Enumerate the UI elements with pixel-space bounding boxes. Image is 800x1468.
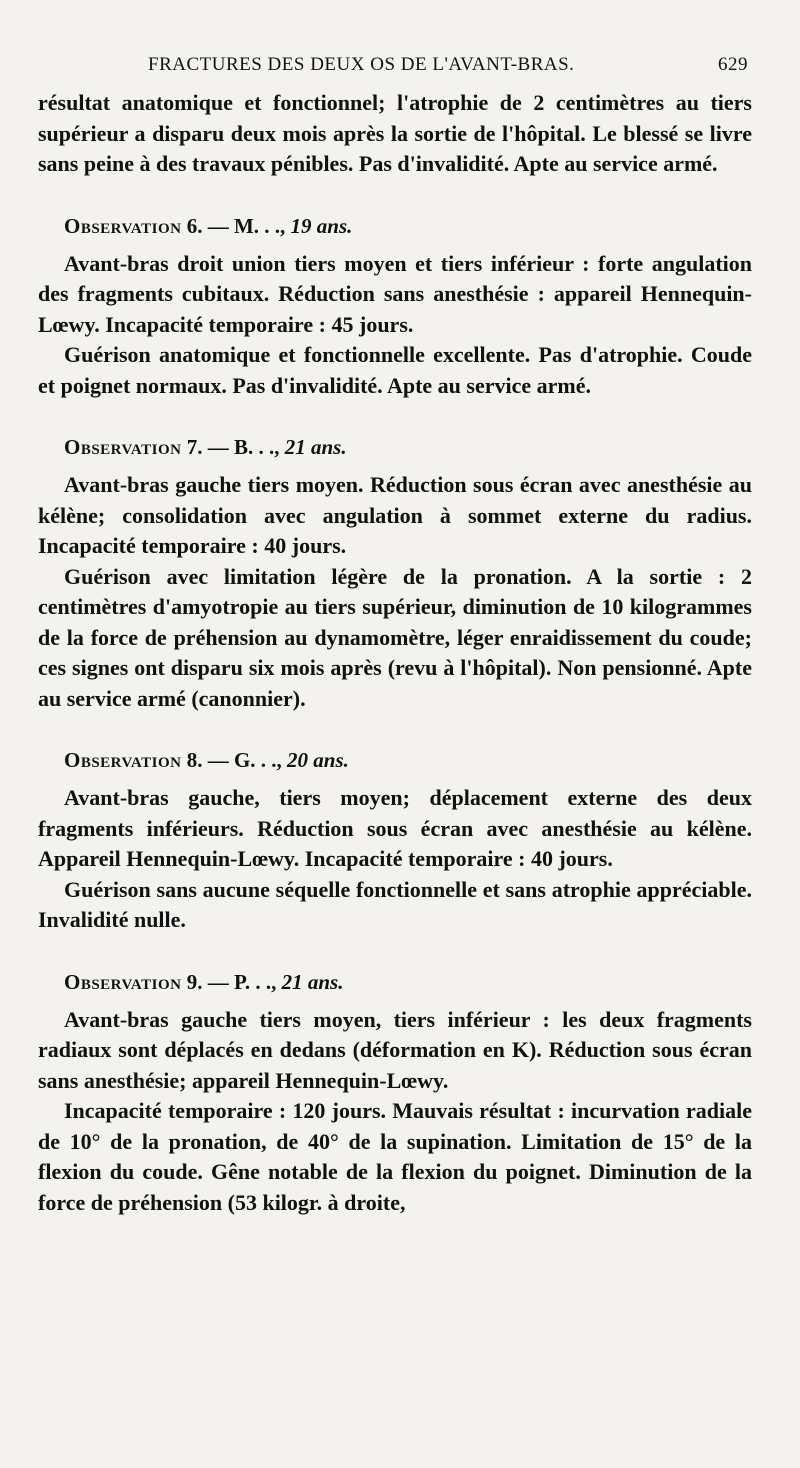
- observation-paragraph: Avant-bras gauche tiers moyen, tiers inférieur : les deux fragments radiaux sont déplacés en dedans (déformation en K). Réduction sous écran sans anesthésie; appareil Hennequin-Lœwy.: [38, 1006, 752, 1093]
- observation-heading: [64, 970, 752, 995]
- observation-age: 19 ans.: [290, 213, 353, 238]
- observation-8: [38, 748, 752, 936]
- observation-7: [38, 435, 752, 714]
- observation-label: Observation: [64, 435, 182, 459]
- observation-heading: [64, 435, 752, 460]
- observation-age: 20 ans.: [287, 748, 349, 772]
- observation-patient: — G. . .,: [207, 748, 282, 772]
- observation-label: Observation: [64, 969, 182, 994]
- observation-paragraph: Guérison anatomique et fonctionnelle excellente. Pas d'atrophie. Coude et poignet normaux. Pas d'invalidité. Apte au service armé.: [38, 342, 752, 398]
- observation-number: 6.: [186, 213, 203, 238]
- observation-label: Observation: [64, 213, 182, 238]
- observation-patient: — P. . .,: [207, 969, 277, 994]
- observation-age: 21 ans.: [281, 969, 344, 994]
- observation-paragraph: Guérison avec limitation légère de la pronation. A la sortie : 2 centimètres d'amyotropie au tiers supérieur, diminution de 10 kilogrammes de la force de préhension au dynamomètre, léger enraidissement du coude; ces signes ont disparu six mois après (revu à l'hôpital). Non pensionné. Apte au service armé (canonnier).: [38, 563, 752, 711]
- observation-patient: — B. . .,: [207, 435, 280, 459]
- observation-9: [38, 970, 752, 1219]
- observation-label: Observation: [64, 748, 182, 772]
- observation-heading: [64, 748, 752, 773]
- observation-paragraph: Avant-bras gauche, tiers moyen; déplacement externe des deux fragments inférieurs. Réduction sous écran avec anesthésie au kélène. Appareil Hennequin-Lœwy. Incapacité temporaire : 40 jours.: [38, 785, 752, 871]
- observation-patient: — M. . .,: [207, 213, 286, 238]
- observation-heading: [64, 214, 752, 239]
- observation-number: 9.: [186, 969, 203, 994]
- observation-age: 21 ans.: [284, 435, 347, 459]
- continuation-paragraph: résultat anatomique et fonctionnel; l'atrophie de 2 centimètres au tiers supérieur a disparu deux mois après la sortie de l'hôpital. Le blessé se livre sans peine à des travaux pénibles. Pas d'invalidité. Apte au service armé.: [38, 90, 752, 176]
- running-title: FRACTURES DES DEUX OS DE L'AVANT-BRAS.: [148, 54, 575, 75]
- page-number: 629: [718, 54, 748, 75]
- observation-6: [38, 214, 752, 402]
- observation-number: 8.: [186, 748, 203, 772]
- observation-paragraph: Avant-bras droit union tiers moyen et tiers inférieur : forte angulation des fragments cubitaux. Réduction sans anesthésie : appareil Hennequin-Lœwy. Incapacité temporaire : 45 jours.: [38, 250, 752, 337]
- observation-paragraph: Incapacité temporaire : 120 jours. Mauvais résultat : incurvation radiale de 10° de la pronation, de 40° de la supination. Limitation de 15° de la flexion du coude. Gêne notable de la flexion du poignet. Diminution de la force de préhension (53 kilogr. à droite,: [38, 1098, 752, 1215]
- running-head: [38, 48, 752, 88]
- observation-paragraph: Avant-bras gauche tiers moyen. Réduction sous écran avec anesthésie au kélène; consolidation avec angulation à sommet externe du radius. Incapacité temporaire : 40 jours.: [38, 472, 752, 558]
- observation-paragraph: Guérison sans aucune séquelle fonctionnelle et sans atrophie appréciable. Invalidité nulle.: [38, 876, 752, 932]
- observation-number: 7.: [186, 435, 203, 459]
